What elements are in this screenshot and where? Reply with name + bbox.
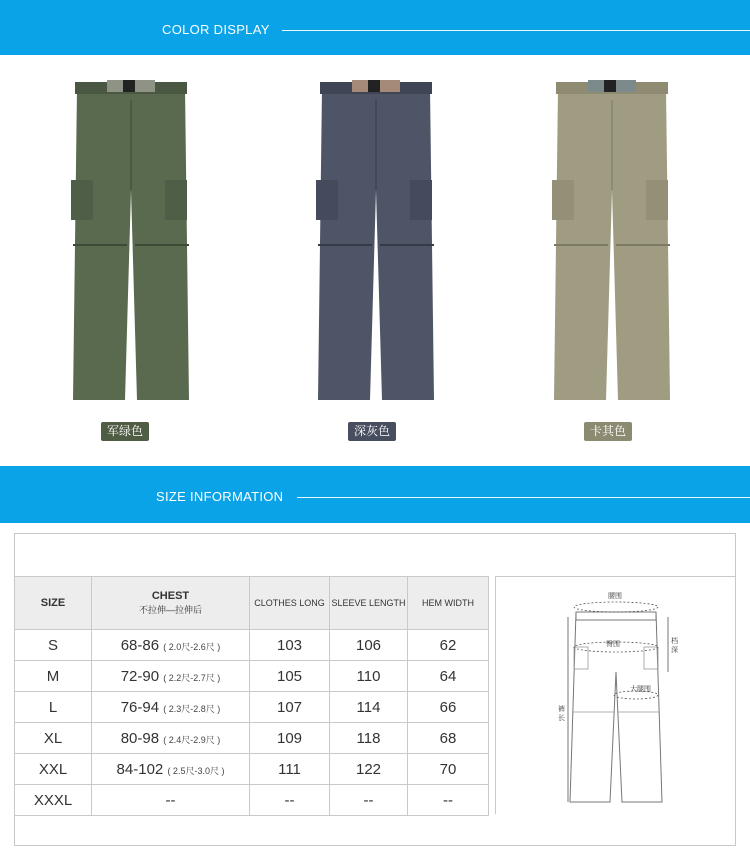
chest-value: -- bbox=[165, 791, 176, 809]
label-rise: 档深 bbox=[671, 638, 678, 654]
header-sleeve-length: SLEEVE LENGTH bbox=[330, 577, 408, 630]
label-length: 裤长 bbox=[558, 706, 565, 722]
color-display-banner bbox=[0, 0, 750, 55]
header-size: SIZE bbox=[15, 577, 92, 630]
table-row bbox=[15, 723, 489, 754]
pants-shape bbox=[316, 80, 434, 400]
color-tag-army-green: 军绿色 bbox=[101, 422, 149, 441]
cell-hem-width: -- bbox=[408, 785, 489, 816]
label-thigh: 大腿围 bbox=[630, 686, 651, 693]
size-information-title: SIZE INFORMATION bbox=[156, 489, 284, 504]
cell-size: XL bbox=[15, 723, 92, 754]
header-clothes-long: CLOTHES LONG bbox=[250, 577, 330, 630]
cell-chest bbox=[92, 723, 250, 754]
measurement-diagram bbox=[495, 576, 736, 814]
cell-size: M bbox=[15, 661, 92, 692]
chest-value: 80-98 bbox=[120, 729, 160, 747]
chest-value: 76-94 bbox=[120, 698, 160, 716]
cell-hem-width: 68 bbox=[408, 723, 489, 754]
cell-size: L bbox=[15, 692, 92, 723]
cell-sleeve-length: 106 bbox=[330, 630, 408, 661]
cell-size: S bbox=[15, 630, 92, 661]
chest-note: ( 2.2尺-2.7尺 ) bbox=[163, 672, 221, 683]
size-table bbox=[14, 576, 489, 816]
cell-chest bbox=[92, 754, 250, 785]
chest-note: ( 2.0尺-2.6尺 ) bbox=[163, 641, 221, 652]
cell-hem-width: 62 bbox=[408, 630, 489, 661]
chest-value: 68-86 bbox=[120, 636, 160, 654]
chest-note: ( 2.4尺-2.9尺 ) bbox=[163, 734, 221, 745]
color-display-title: COLOR DISPLAY bbox=[162, 22, 270, 37]
cell-size: XXXL bbox=[15, 785, 92, 816]
table-row bbox=[15, 630, 489, 661]
cell-size: XXL bbox=[15, 754, 92, 785]
label-waist: 腰围 bbox=[608, 593, 622, 600]
cell-clothes-long: 109 bbox=[250, 723, 330, 754]
size-table-header-row bbox=[15, 577, 489, 630]
table-row bbox=[15, 785, 489, 816]
pants-outline-icon bbox=[496, 577, 736, 813]
header-chest-label: CHEST bbox=[151, 590, 190, 602]
cell-sleeve-length: 122 bbox=[330, 754, 408, 785]
cell-clothes-long: 103 bbox=[250, 630, 330, 661]
cell-hem-width: 66 bbox=[408, 692, 489, 723]
cell-chest bbox=[92, 692, 250, 723]
cell-chest bbox=[92, 661, 250, 692]
banner-divider-line bbox=[282, 30, 750, 31]
table-row bbox=[15, 754, 489, 785]
khaki-pants-image[interactable] bbox=[548, 70, 676, 415]
cell-clothes-long: 105 bbox=[250, 661, 330, 692]
pants-shape bbox=[71, 80, 189, 400]
banner-divider-line bbox=[297, 497, 750, 498]
table-row bbox=[15, 692, 489, 723]
cell-chest bbox=[92, 785, 250, 816]
chest-note: ( 2.5尺-3.0尺 ) bbox=[167, 765, 225, 776]
cell-sleeve-length: -- bbox=[330, 785, 408, 816]
label-hip: 臀围 bbox=[606, 641, 620, 648]
cell-sleeve-length: 118 bbox=[330, 723, 408, 754]
color-tag-khaki: 卡其色 bbox=[584, 422, 632, 441]
color-tag-dark-grey: 深灰色 bbox=[348, 422, 396, 441]
header-chest-sublabel: 不拉伸—拉伸后 bbox=[138, 605, 202, 615]
dark-grey-pants-image[interactable] bbox=[312, 70, 440, 415]
cell-sleeve-length: 110 bbox=[330, 661, 408, 692]
cell-hem-width: 64 bbox=[408, 661, 489, 692]
chest-value: 72-90 bbox=[120, 667, 160, 685]
chest-value: 84-102 bbox=[116, 760, 164, 778]
cell-clothes-long: 111 bbox=[250, 754, 330, 785]
table-row bbox=[15, 661, 489, 692]
header-chest bbox=[92, 577, 250, 630]
size-information-banner bbox=[0, 466, 750, 523]
cell-hem-width: 70 bbox=[408, 754, 489, 785]
army-green-pants-image[interactable] bbox=[67, 70, 195, 415]
chest-note: ( 2.3尺-2.8尺 ) bbox=[163, 703, 221, 714]
pants-shape bbox=[552, 80, 670, 400]
cell-clothes-long: 107 bbox=[250, 692, 330, 723]
cell-chest bbox=[92, 630, 250, 661]
cell-sleeve-length: 114 bbox=[330, 692, 408, 723]
header-hem-width: HEM WIDTH bbox=[408, 577, 489, 630]
cell-clothes-long: -- bbox=[250, 785, 330, 816]
